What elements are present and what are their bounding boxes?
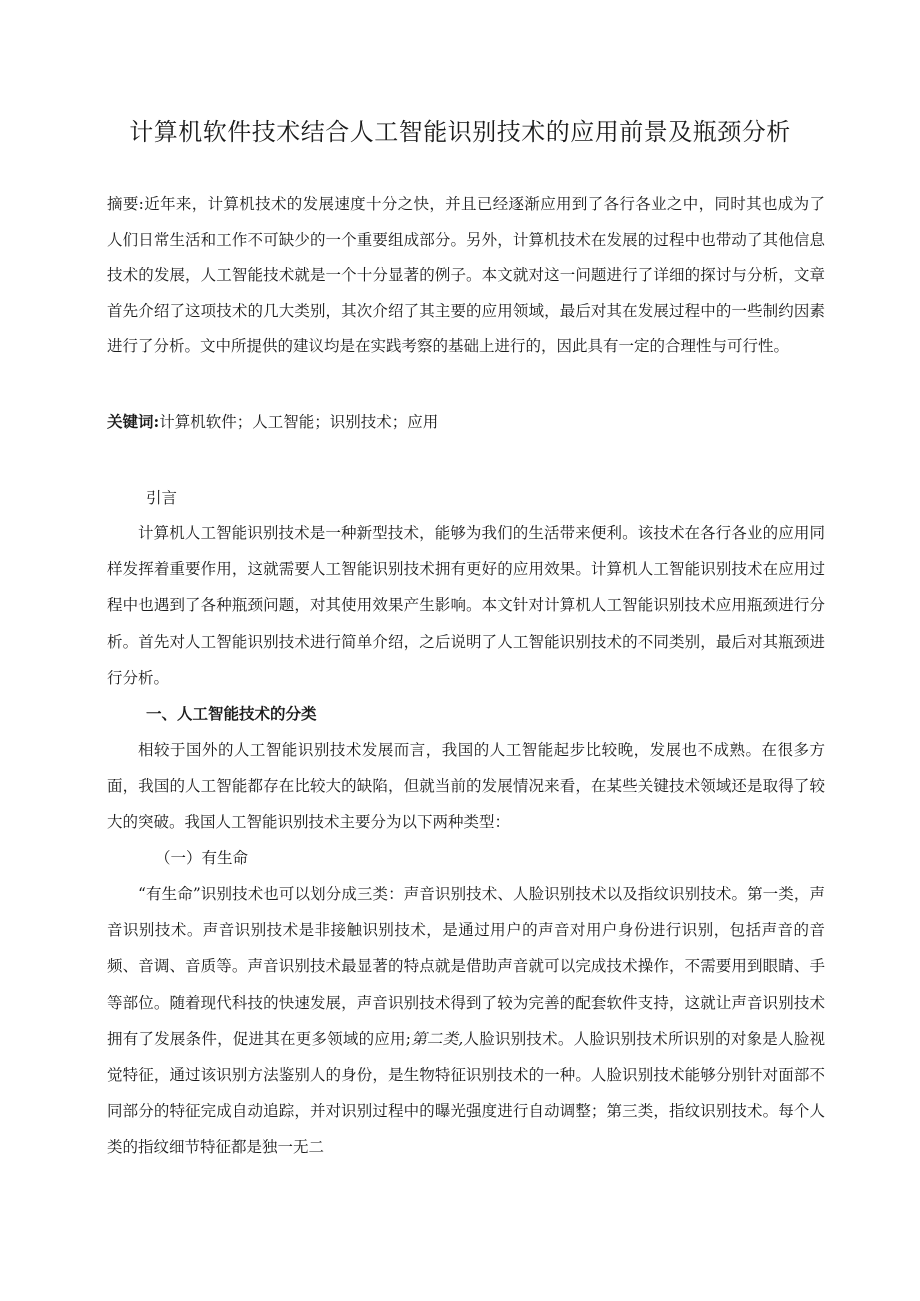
subsection1-heading: （一）有生命	[155, 849, 249, 867]
document-title: 计算机软件技术结合人工智能识别技术的应用前景及瓶颈分析	[129, 118, 791, 146]
keywords-label: 关键词:	[107, 412, 160, 431]
intro-paragraph: 计算机人工智能识别技术是一种新型技术，能够为我们的生活带来便利。该技术在各行各业的应用同样发挥着重要作用，这就需要人工智能识别技术拥有更好的应用效果。计算机人工智能识别技术在应用过程中也遇到了各种瓶颈问题，对其使用效果产生影响。本文针对计算机人工智能识别技术应用瓶颈进行分析。首先对人工智能识别技术进行简单介绍，之后说明了人工智能识别技术的不同类别，最后对其瓶颈进行分析。	[107, 524, 825, 687]
section1-heading: 一、人工智能技术的分类	[146, 704, 317, 723]
abstract-text: 近年来，计算机技术的发展速度十分之快，并且已经逐渐应用到了各行各业之中，同时其也成为了人们日常生活和工作不可缺少的一个重要组成部分。另外，计算机技术在发展的过程中也带动了其他信息技术的发展，人工智能技术就是一个十分显著的例子。本文就对这一问题进行了详细的探讨与分析，文章首先介绍了这项技术的几大类别，其次介绍了其主要的应用领域，最后对其在发展过程中的一些制约因素进行了分析。文中所提供的建议均是在实践考察的基础上进行的，因此具有一定的合理性与可行性。	[107, 195, 825, 355]
abstract-paragraph	[107, 187, 825, 365]
subsection1-text-part2: 人脸识别技术。人脸识别技术所识别的对象是人脸视觉特征，通过该识别方法鉴别人的身份，是生物特征识别技术的一种。人脸识别技术能够分别针对面部不同部分的特征完成自动追踪，并对识别过程中的曝光强度进行自动调整；第三类，指纹识别技术。每个人类的指纹细节特征都是独一无二	[107, 1029, 825, 1157]
intro-heading: 引言	[146, 489, 178, 507]
abstract-label: 摘要:	[107, 195, 144, 213]
subsection1-text-italic: 第二类,	[410, 1029, 464, 1048]
section1-paragraph: 相较于国外的人工智能识别技术发展而言，我国的人工智能起步比较晚，发展也不成熟。在很多方面，我国的人工智能都存在比较大的缺陷，但就当前的发展情况来看，在某些关键技术领域还是取得了较大的突破。我国人工智能识别技术主要分为以下两种类型：	[107, 741, 825, 832]
keywords-text: 计算机软件；人工智能；识别技术；应用	[159, 413, 439, 431]
subsection1-text-part1: “有生命”识别技术也可以划分成三类：声音识别技术、人脸识别技术以及指纹识别技术。第一类，声音识别技术。声音识别技术是非接触识别技术，是通过用户的声音对用户身份进行识别，包括声音的音频、音调、音质等。声音识别技术最显著的特点就是借助声音就可以完成技术操作，不需要用到眼睛、手等部位。随着现代科技的快速发展，声音识别技术得到了较为完善的配套软件支持，这就让声音识别技术拥有了发展条件，促进其在更多领域的应用;	[107, 885, 825, 1048]
subsection1-paragraph	[107, 876, 825, 1166]
keywords-line	[107, 404, 825, 440]
